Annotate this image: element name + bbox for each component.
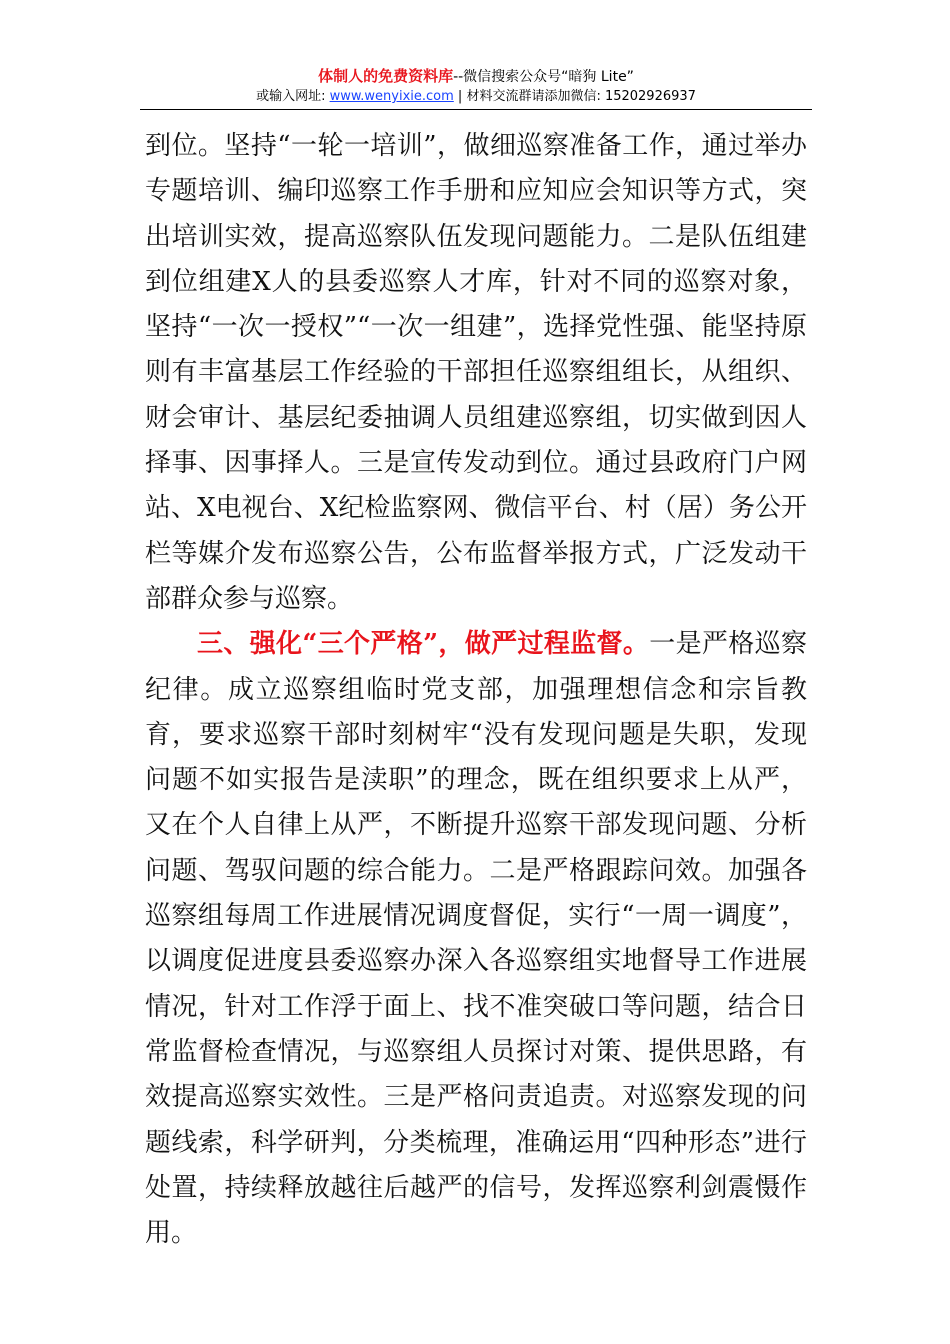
page-header <box>140 66 812 107</box>
header-line-2 <box>140 87 812 107</box>
header-url-prefix: 或输入网址: <box>256 89 330 104</box>
document-body <box>145 124 807 1256</box>
paragraph-1: 到位。坚持“一轮一培训”，做细巡察准备工作，通过举办专题培训、编印巡察工作手册和应知应会知识等方式，突出培训实效，提高巡察队伍发现问题能力。二是队伍组建到位组建X人的县委巡察人才库，针对不同的巡察对象，坚持“一次一授权”“一次一组建”，选择党性强、能坚持原则有丰富基层工作经验的干部担任巡察组组长，从组织、财会审计、基层纪委抽调人员组建巡察组，切实做到因人择事、因事择人。三是宣传发动到位。通过县政府门户网站、X电视台、X纪检监察网、微信平台、村（居）务公开栏等媒介发布巡察公告，公布监督举报方式，广泛发动干部群众参与巡察。 <box>145 131 807 614</box>
section-heading-3: 三、强化“三个严格”，做严过程监督。 <box>197 629 650 660</box>
header-website-link[interactable]: www.wenyixie.com <box>329 89 454 104</box>
paragraph-2-body: 一是严格巡察纪律。成立巡察组临时党支部，加强理想信念和宗旨教育，要求巡察干部时刻树牢“没有发现问题是失职，发现问题不如实报告是渎职”的理念，既在组织要求上从严，又在个人自律上从严，不断提升巡察干部发现问题、分析问题、驾驭问题的综合能力。二是严格跟踪问效。加强各巡察组每周工作进展情况调度督促，实行“一周一调度”，以调度促进度县委巡察办深入各巡察组实地督导工作进展情况，针对工作浮于面上、找不准突破口等问题，结合日常监督检查情况，与巡察组人员探讨对策、提供思路，有效提高巡察实效性。三是严格问责追责。对巡察发现的问题线索，科学研判，分类梳理，准确运用“四种形态”进行处置，持续释放越往后越严的信号，发挥巡察利剑震慑作用。 <box>145 629 807 1249</box>
header-tagline: --微信搜索公众号“暗狗 Lite” <box>453 69 634 85</box>
header-line-1 <box>140 66 812 87</box>
paragraph-2 <box>145 622 807 1256</box>
header-contact: | 材料交流群请添加微信: 15202926937 <box>453 89 696 104</box>
header-divider <box>140 109 812 110</box>
header-brand: 体制人的免费资料库 <box>318 67 454 85</box>
